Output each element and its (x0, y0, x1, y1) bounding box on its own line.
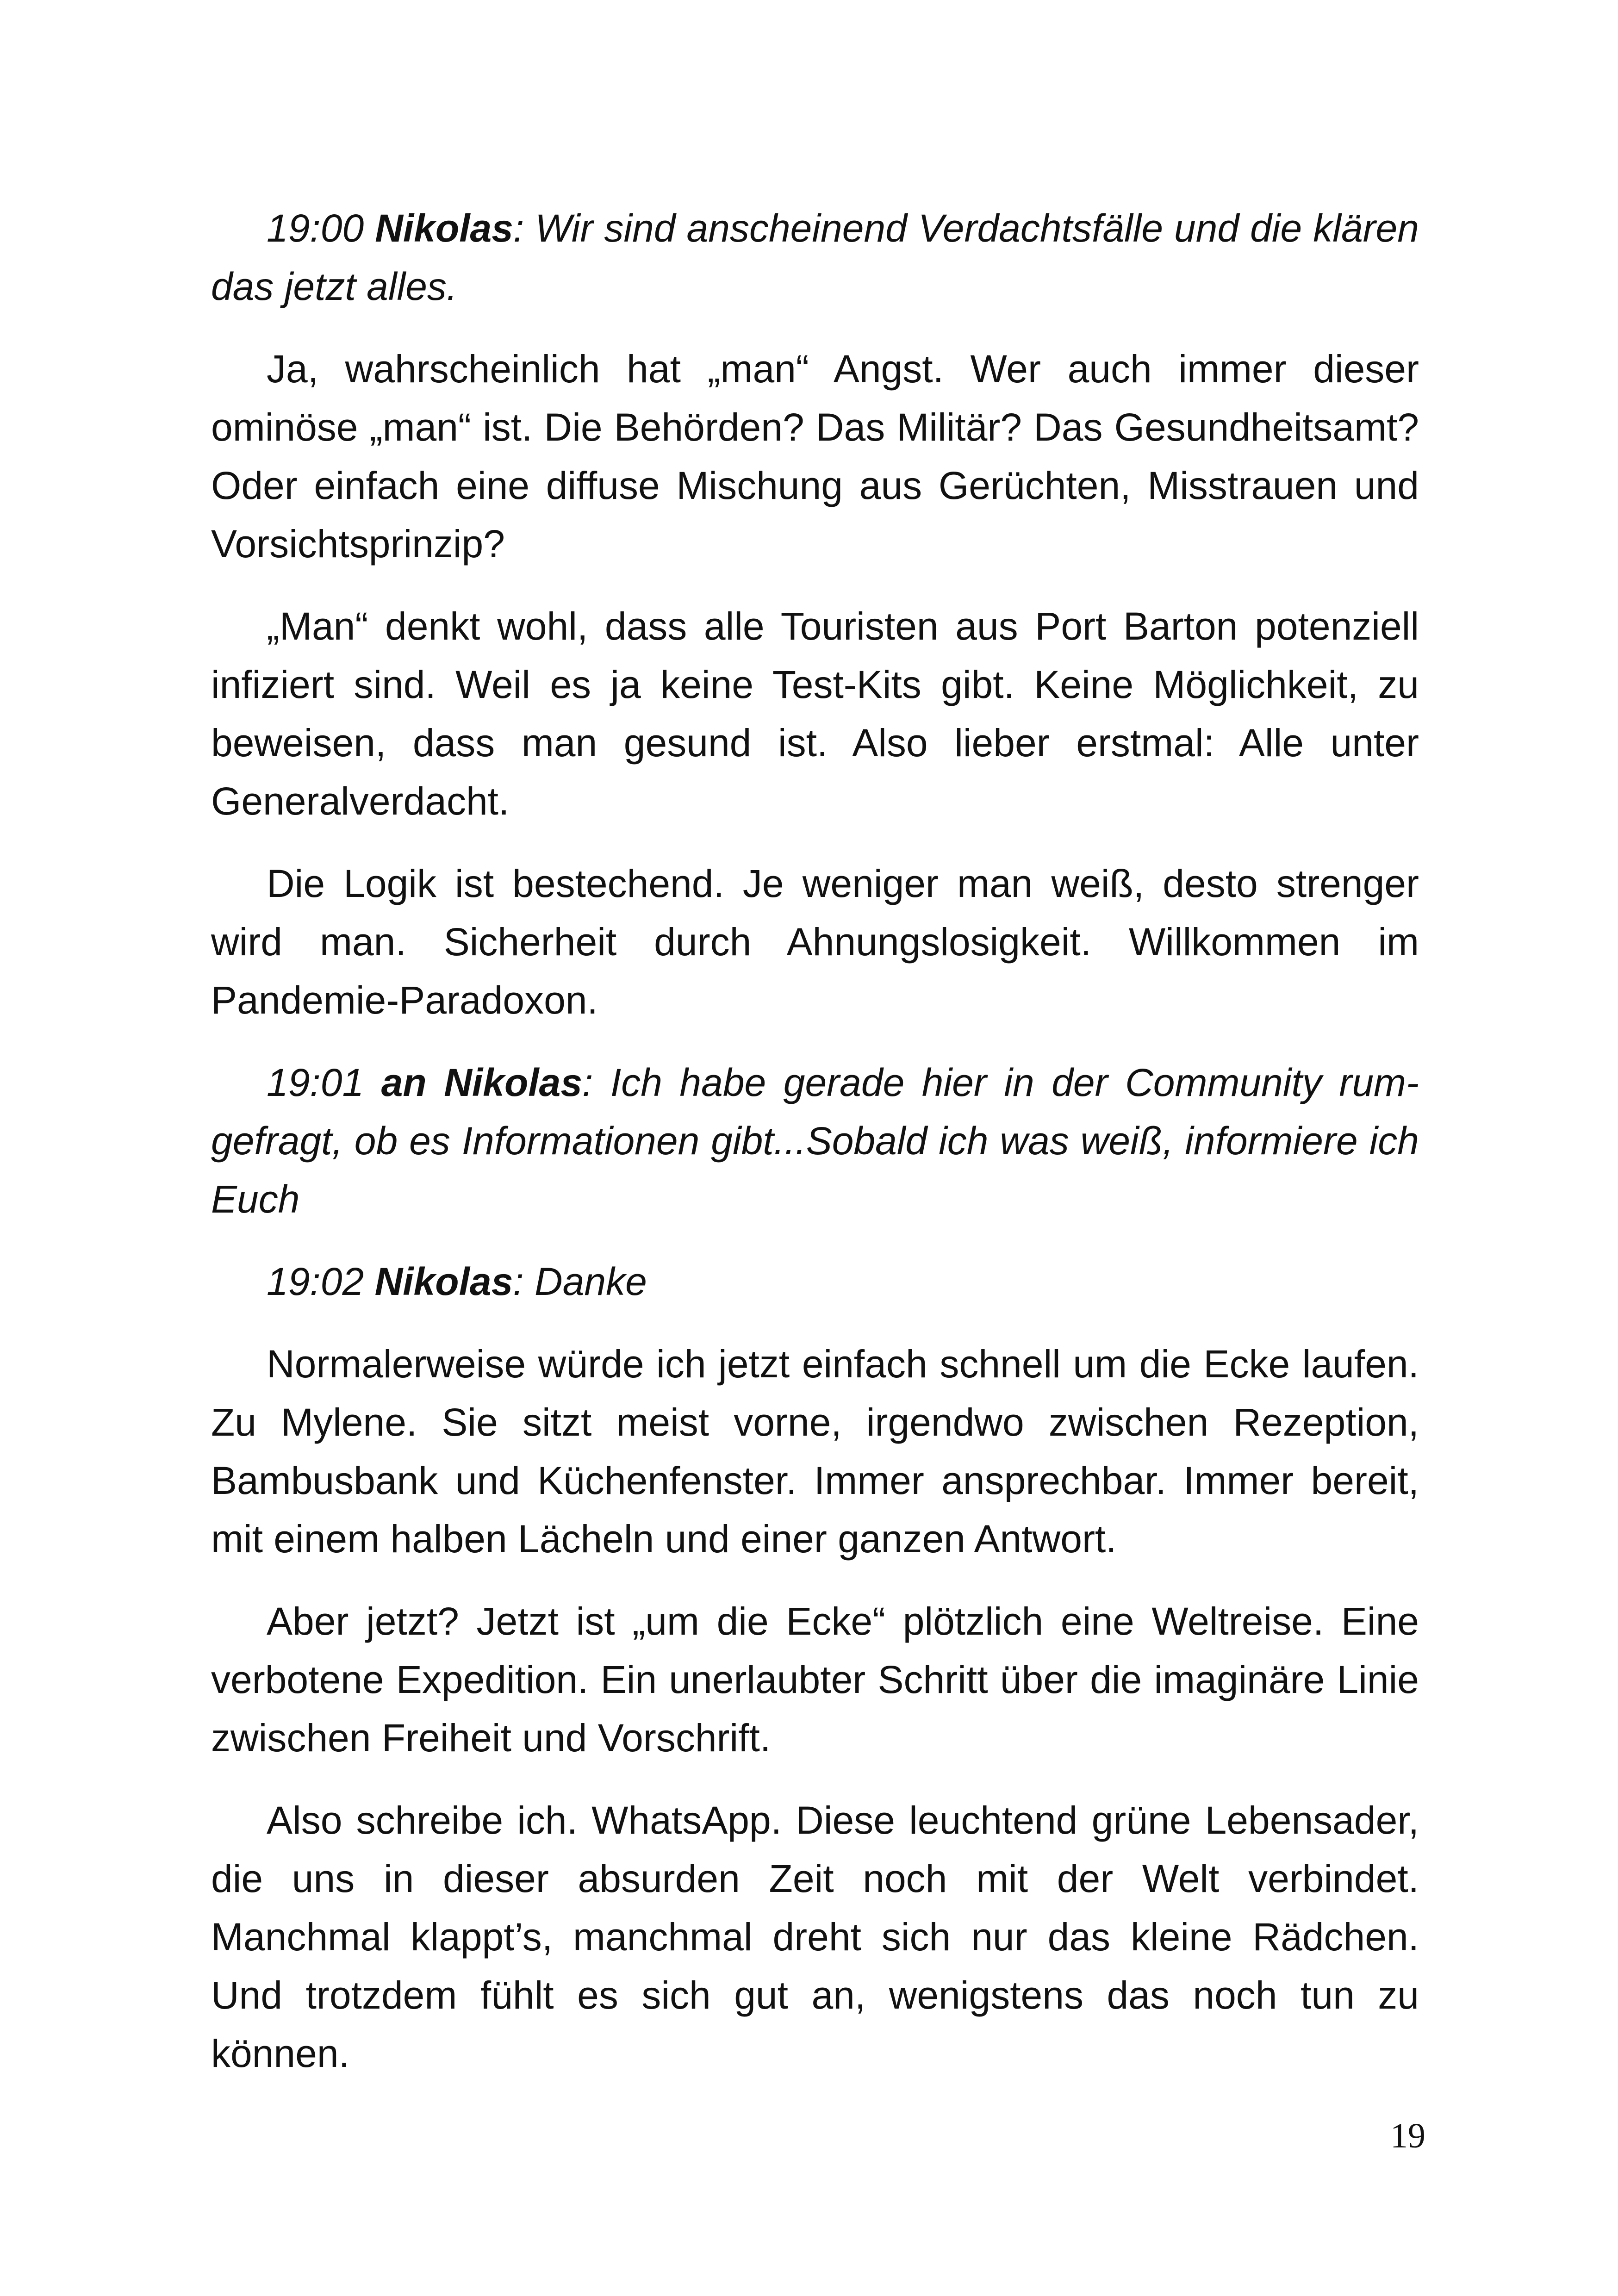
paragraph-whatsapp: Also schreibe ich. WhatsApp. Diese leuchtend grüne Lebensader, die uns in dieser absurden Zeit noch mit der Welt verbindet. Manchmal klappt’s, manchmal dreht sich nur das kleine Rädchen. Und trotzdem fühlt es sich gut an, wenigstens das noch tun zu können. (211, 1798, 1419, 2075)
page-number: 19 (1390, 2116, 1425, 2155)
chat-speaker: Nikolas (374, 1260, 513, 1303)
chat-message: : Ich habe gerade hier in der Community rumgefragt, ob es Informationen gibt...Sobald ich was weiß, informiere ich Euch (211, 1061, 1419, 1221)
chat-time: 19:00 (267, 206, 364, 250)
paragraph-generalverdacht: „Man“ denkt wohl, dass alle Touristen aus Port Barton potenziell infiziert sind. Weil es ja keine Test-Kits gibt. Keine Möglichkeit, zu beweisen, dass man gesund ist. Also lieber erstmal: Alle unter Generalverdacht. (211, 604, 1419, 823)
paragraph-weltreise: Aber jetzt? Jetzt ist „um die Ecke“ plötzlich eine Weltreise. Eine verbotene Expedition. Ein unerlaubter Schritt über die imaginäre Linie zwischen Freiheit und Vorschrift. (211, 1599, 1419, 1760)
chat-line-1900 (211, 199, 1419, 316)
paragraph-mylene: Normalerweise würde ich jetzt einfach schnell um die Ecke laufen. Zu Mylene. Sie sitzt meist vorne, irgendwo zwischen Rezeption, Bambusbank und Küchenfenster. Immer ansprechbar. Immer bereit, mit einem halben Lächeln und einer ganzen Antwort. (211, 1342, 1419, 1561)
chat-line-1901 (211, 1053, 1419, 1228)
chat-message: : Wir sind anscheinend Verdachtsfälle und die klären das jetzt alles. (211, 206, 1419, 308)
chat-speaker: an Nikolas (381, 1061, 583, 1104)
chat-message: : Danke (513, 1260, 647, 1303)
chat-speaker: Nikolas (375, 206, 513, 250)
chat-line-1902 (211, 1252, 1419, 1311)
paragraph-logik: Die Logik ist bestechend. Je weniger man weiß, desto strenger wird man. Sicherheit durch Ahnungslosigkeit. Willkommen im Pandemie-Paradoxon. (211, 862, 1419, 1022)
chat-time: 19:02 (267, 1260, 364, 1303)
paragraph-angst: Ja, wahrscheinlich hat „man“ Angst. Wer auch immer dieser ominöse „man“ ist. Die Behörden? Das Militär? Das Gesundheitsamt? Oder einfach eine diffuse Mischung aus Gerüchten, Misstrauen und Vorsichtsprinzip? (211, 347, 1419, 566)
body-text (211, 199, 1419, 2107)
chat-time: 19:01 (267, 1061, 364, 1104)
